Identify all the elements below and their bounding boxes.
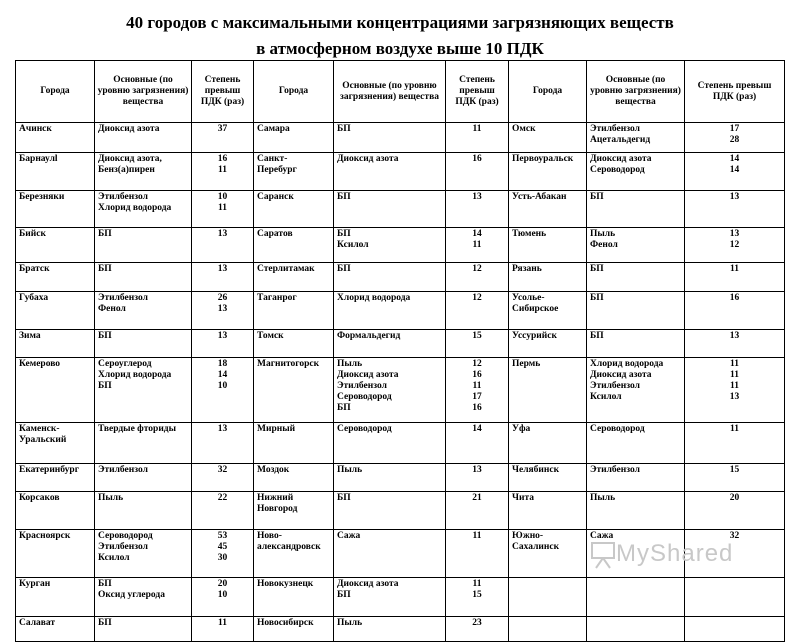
city-cell-2: Магнитогорск <box>254 358 334 423</box>
excess-cell-1: 26 13 <box>192 292 254 330</box>
city-cell-2: Мирный <box>254 423 334 464</box>
city-cell-3 <box>509 617 587 642</box>
excess-cell-1: 37 <box>192 123 254 153</box>
city-cell-3: Чита <box>509 492 587 530</box>
substance-cell-1: Твердые фториды <box>95 423 192 464</box>
excess-cell-3: 32 <box>685 530 785 578</box>
city-cell-3: Рязань <box>509 263 587 292</box>
city-cell-3: Тюмень <box>509 228 587 263</box>
city-cell-3: Челябинск <box>509 464 587 492</box>
substance-cell-2: Сажа <box>334 530 446 578</box>
substance-cell-2: БП <box>334 492 446 530</box>
substance-cell-3: Пыль Фенол <box>587 228 685 263</box>
watermark <box>590 540 770 576</box>
header-city-1: Города <box>16 61 95 123</box>
table-row <box>16 330 785 358</box>
watermark-text: MyShared <box>616 540 734 567</box>
table-row <box>16 464 785 492</box>
city-cell-1: Губаха <box>16 292 95 330</box>
table-row <box>16 153 785 191</box>
city-cell-1: Барнаулl <box>16 153 95 191</box>
table-header-row <box>16 61 785 123</box>
city-cell-3: Пермь <box>509 358 587 423</box>
substance-cell-3: Сажа <box>587 530 685 578</box>
excess-cell-1: 10 11 <box>192 191 254 228</box>
substance-cell-1: БП <box>95 263 192 292</box>
excess-cell-3 <box>685 617 785 642</box>
substance-cell-2: БП <box>334 191 446 228</box>
excess-cell-2: 11 <box>446 530 509 578</box>
city-cell-2: Моздок <box>254 464 334 492</box>
excess-cell-1: 32 <box>192 464 254 492</box>
substance-cell-2: Формальдегид <box>334 330 446 358</box>
substance-cell-1: БП Оксид углерода <box>95 578 192 617</box>
city-cell-3 <box>509 578 587 617</box>
city-cell-2: Санкт- Перебург <box>254 153 334 191</box>
excess-cell-3: 13 <box>685 191 785 228</box>
substance-cell-2: Пыль Диоксид азота Этилбензол Сероводород БП <box>334 358 446 423</box>
table-row <box>16 492 785 530</box>
excess-cell-3: 16 <box>685 292 785 330</box>
city-cell-2: Саранск <box>254 191 334 228</box>
substance-cell-1: Диоксид азота, Бенз(а)пирен <box>95 153 192 191</box>
city-cell-1: Салават <box>16 617 95 642</box>
substance-cell-2: Диоксид азота <box>334 153 446 191</box>
city-cell-1: Ачинск <box>16 123 95 153</box>
substance-cell-3 <box>587 617 685 642</box>
table-row <box>16 123 785 153</box>
excess-cell-3: 11 <box>685 263 785 292</box>
substance-cell-2: Сероводород <box>334 423 446 464</box>
excess-cell-3: 13 <box>685 330 785 358</box>
city-cell-1: Бийск <box>16 228 95 263</box>
substance-cell-3: Диоксид азота Сероводород <box>587 153 685 191</box>
city-cell-2: Саратов <box>254 228 334 263</box>
header-substance-2: Основные (по уровню загрязнения) вещества <box>334 61 446 123</box>
city-cell-3: Уфа <box>509 423 587 464</box>
city-cell-2: Томск <box>254 330 334 358</box>
substance-cell-2: Пыль <box>334 617 446 642</box>
city-cell-1: Курган <box>16 578 95 617</box>
substance-cell-1: БП <box>95 617 192 642</box>
substance-cell-3: БП <box>587 292 685 330</box>
table-row <box>16 228 785 263</box>
excess-cell-3: 17 28 <box>685 123 785 153</box>
substance-cell-1: БП <box>95 228 192 263</box>
city-cell-2: Самара <box>254 123 334 153</box>
excess-cell-2: 11 <box>446 123 509 153</box>
excess-cell-1: 16 11 <box>192 153 254 191</box>
table-row <box>16 423 785 464</box>
excess-cell-1: 11 <box>192 617 254 642</box>
substance-cell-2: БП <box>334 123 446 153</box>
excess-cell-1: 13 <box>192 423 254 464</box>
excess-cell-2: 15 <box>446 330 509 358</box>
substance-cell-3: Этилбензол Ацетальдегид <box>587 123 685 153</box>
excess-cell-3: 11 <box>685 423 785 464</box>
city-cell-1: Кемерово <box>16 358 95 423</box>
excess-cell-2: 21 <box>446 492 509 530</box>
city-cell-2: Новосибирск <box>254 617 334 642</box>
excess-cell-2: 12 <box>446 292 509 330</box>
excess-cell-2: 14 <box>446 423 509 464</box>
excess-cell-3: 20 <box>685 492 785 530</box>
substance-cell-1: Сероуглерод Хлорид водорода БП <box>95 358 192 423</box>
excess-cell-1: 18 14 10 <box>192 358 254 423</box>
substance-cell-3 <box>587 578 685 617</box>
table-row <box>16 358 785 423</box>
table-row <box>16 191 785 228</box>
city-cell-3: Уссурийск <box>509 330 587 358</box>
city-cell-3: Первоуральск <box>509 153 587 191</box>
city-cell-1: Красноярск <box>16 530 95 578</box>
city-cell-2: Стерлитамак <box>254 263 334 292</box>
excess-cell-2: 11 15 <box>446 578 509 617</box>
excess-cell-1: 20 10 <box>192 578 254 617</box>
substance-cell-1: Этилбензол <box>95 464 192 492</box>
substance-cell-3: БП <box>587 263 685 292</box>
substance-cell-3: Этилбензол <box>587 464 685 492</box>
substance-cell-2: БП <box>334 263 446 292</box>
excess-cell-3 <box>685 578 785 617</box>
header-excess-3: Степень превыш ПДК (раз) <box>685 61 785 123</box>
city-cell-1: Корсаков <box>16 492 95 530</box>
city-cell-1: Братск <box>16 263 95 292</box>
city-cell-3: Южно- Сахалинск <box>509 530 587 578</box>
substance-cell-1: БП <box>95 330 192 358</box>
substance-cell-3: БП <box>587 191 685 228</box>
substance-cell-3: Пыль <box>587 492 685 530</box>
header-city-2: Города <box>254 61 334 123</box>
city-cell-3: Омск <box>509 123 587 153</box>
table-row <box>16 263 785 292</box>
page-title <box>0 10 800 62</box>
substance-cell-3: БП <box>587 330 685 358</box>
city-cell-3: Усолье- Сибирское <box>509 292 587 330</box>
header-substance-3: Основные (по уровню загрязнения) вещества <box>587 61 685 123</box>
excess-cell-2: 12 16 11 17 16 <box>446 358 509 423</box>
substance-cell-1: Пыль <box>95 492 192 530</box>
header-substance-1: Основные (по уровню загрязнения) вещества <box>95 61 192 123</box>
table-row <box>16 292 785 330</box>
excess-cell-2: 13 <box>446 464 509 492</box>
substance-cell-2: БП Ксилол <box>334 228 446 263</box>
city-cell-2: Новокузнецк <box>254 578 334 617</box>
excess-cell-3: 13 12 <box>685 228 785 263</box>
substance-cell-3: Сероводород <box>587 423 685 464</box>
substance-cell-1: Этилбензол Хлорид водорода <box>95 191 192 228</box>
title-line-1: 40 городов с максимальными концентрациями загрязняющих веществ <box>126 13 674 32</box>
substance-cell-2: Хлорид водорода <box>334 292 446 330</box>
excess-cell-1: 13 <box>192 330 254 358</box>
substance-cell-3: Хлорид водорода Диоксид азота Этилбензол Ксилол <box>587 358 685 423</box>
excess-cell-1: 13 <box>192 263 254 292</box>
header-excess-1: Степень превыш ПДК (раз) <box>192 61 254 123</box>
city-cell-1: Каменск- Уральский <box>16 423 95 464</box>
city-cell-1: Зима <box>16 330 95 358</box>
presentation-board-icon <box>590 541 616 569</box>
table-row <box>16 578 785 617</box>
excess-cell-2: 12 <box>446 263 509 292</box>
city-cell-2: Таганрог <box>254 292 334 330</box>
substance-cell-2: Пыль <box>334 464 446 492</box>
excess-cell-3: 11 11 11 13 <box>685 358 785 423</box>
city-cell-3: Усть-Абакан <box>509 191 587 228</box>
substance-cell-1: Сероводород Этилбензол Ксилол <box>95 530 192 578</box>
excess-cell-2: 14 11 <box>446 228 509 263</box>
substance-cell-2: Диоксид азота БП <box>334 578 446 617</box>
title-line-2: в атмосферном воздухе выше 10 ПДК <box>256 39 544 58</box>
city-cell-1: Екатеринбург <box>16 464 95 492</box>
excess-cell-1: 13 <box>192 228 254 263</box>
excess-cell-3: 15 <box>685 464 785 492</box>
excess-cell-2: 16 <box>446 153 509 191</box>
excess-cell-1: 22 <box>192 492 254 530</box>
header-excess-2: Степень превыш ПДК (раз) <box>446 61 509 123</box>
excess-cell-2: 23 <box>446 617 509 642</box>
city-cell-2: Нижний Новгород <box>254 492 334 530</box>
city-cell-2: Ново- александровск <box>254 530 334 578</box>
header-city-3: Города <box>509 61 587 123</box>
excess-cell-2: 13 <box>446 191 509 228</box>
substance-cell-1: Диоксид азота <box>95 123 192 153</box>
excess-cell-3: 14 14 <box>685 153 785 191</box>
excess-cell-1: 53 45 30 <box>192 530 254 578</box>
table-row <box>16 617 785 642</box>
substance-cell-1: Этилбензол Фенол <box>95 292 192 330</box>
city-cell-1: Березняки <box>16 191 95 228</box>
